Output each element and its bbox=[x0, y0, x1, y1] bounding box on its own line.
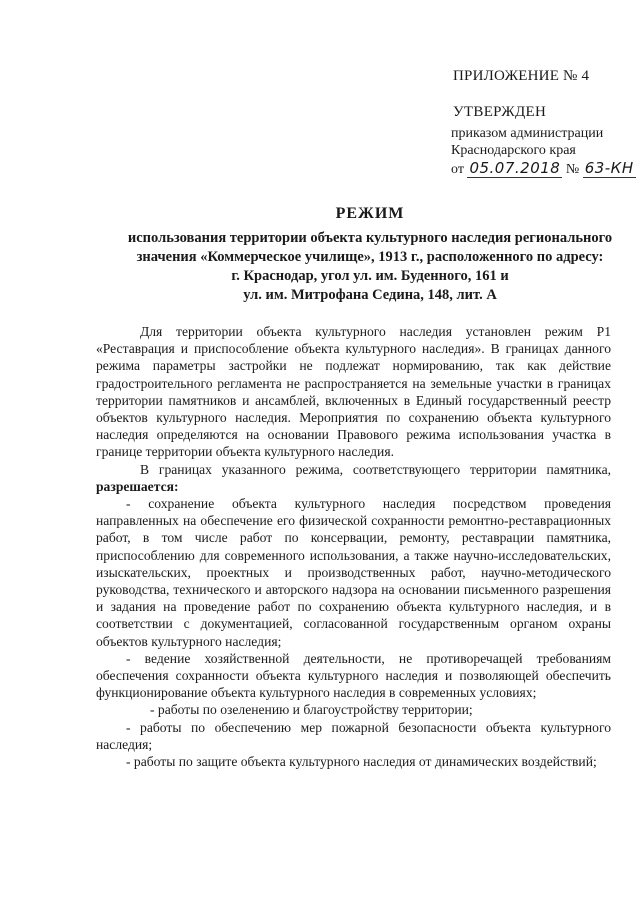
approved-label: УТВЕРЖДЕН bbox=[453, 104, 547, 120]
heading-title: РЕЖИМ bbox=[335, 205, 405, 222]
list-item: - работы по обеспечению мер пожарной безопасности объекта культурного наследия; bbox=[96, 719, 611, 752]
heading-line: значения «Коммерческое училище», 1913 г., расположенного по адресу: bbox=[136, 249, 604, 265]
list-item: - работы по защите объекта культурного наследия от динамических воздействий; bbox=[126, 754, 597, 770]
heading-line: ул. им. Митрофана Седина, 148, лит. А bbox=[243, 287, 497, 303]
order-line-2: Краснодарского края bbox=[451, 143, 576, 158]
handwritten-number: 63-КН bbox=[584, 159, 634, 177]
order-line-1: приказом администрации bbox=[451, 126, 604, 141]
number-prefix: № bbox=[565, 162, 580, 177]
handwritten-date: 05.07.2018 bbox=[469, 159, 561, 177]
list-item: - работы по озеленению и благоустройству территории; bbox=[150, 702, 473, 718]
list-item: - сохранение объекта культурного наследия посредством проведения направленных на обеспечение его физической сохранности ремонтно-реставрационных работ, в том числе работ по консервации, ремонту, реставрации памятника, приспособлению для современного использования, а также научно-исследовательских, изыскательских, проектных и производственных работ, научно-методического руководства, технического и авторского надзора на основании письменного разрешения и задания на проведение работ по сохранению объекта культурного наследия, и в соответствии с документацией, согласованной государственным органом охраны объектов культурного наследия; bbox=[96, 496, 611, 649]
order-date-number bbox=[451, 160, 636, 178]
document-heading bbox=[100, 205, 640, 305]
allowed-keyword: разрешается: bbox=[96, 478, 179, 494]
paragraph-allowed-text: В границах указанного режима, соответствующего территории памятника, bbox=[140, 461, 611, 477]
heading-line: использования территории объекта культурного наследия регионального bbox=[127, 230, 613, 246]
paragraph-allowed bbox=[96, 461, 611, 495]
paragraph-regime: Для территории объекта культурного наследия установлен режим Р1 «Реставрация и приспособление объекта культурного наследия». В границах данного режима параметры застройки не подлежат нормированию, так как действие градостроительного регламента не распространяется на земельные участки в границах территории памятников и ансамблей, включенных в Единый государственный реестр объектов культурного наследия. Мероприятия по сохранению объекта культурного наследия определяются на основании Правового режима использования участка в границе территории объекта культурного наследия. bbox=[96, 324, 611, 460]
appendix-label: ПРИЛОЖЕНИЕ № 4 bbox=[453, 68, 590, 84]
list-item: - ведение хозяйственной деятельности, не противоречащей требованиям обеспечения сохранности объекта культурного наследия и позволяющей обеспечить функционирование объекта культурного наследия в современных условиях; bbox=[96, 650, 611, 701]
from-prefix: от bbox=[451, 162, 464, 177]
document-body bbox=[96, 323, 611, 770]
heading-line: г. Краснодар, угол ул. им. Буденного, 161 и bbox=[231, 268, 509, 284]
